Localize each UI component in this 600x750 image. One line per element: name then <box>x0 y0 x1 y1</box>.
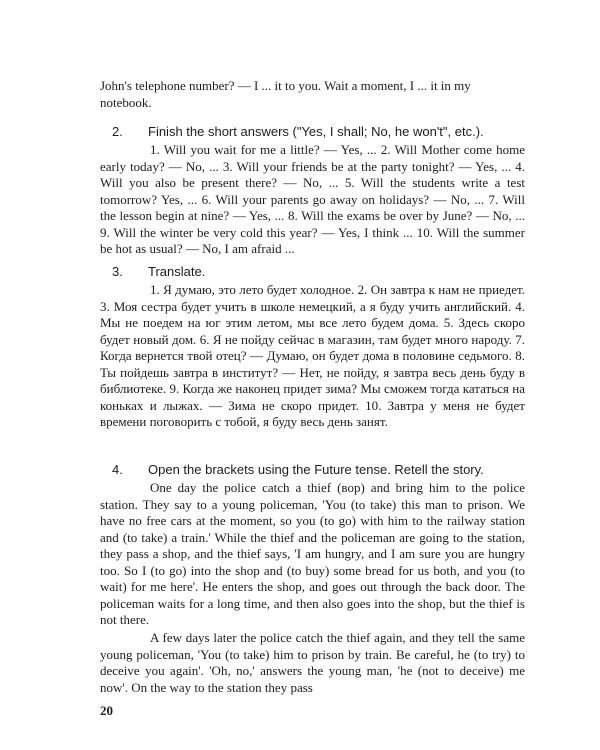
continuation-text <box>100 78 525 111</box>
exercise-4-heading <box>112 462 532 478</box>
exercise-3-number: 3. <box>112 264 123 279</box>
continuation-line: John's telephone number? — I ... it to you. Wait a moment, I ... it in my <box>100 78 471 93</box>
exercise-4-paragraph-1: One day the police catch a thief (вор) and bring him to the police station. They say to a young policeman, 'You (to take) this man to prison. We have no free cars at the moment, so you (to go) with him to the railway station and (to take) a train.' While the thief and the policeman are going to the station, they pass a shop, and the thief says, 'I am hungry, and I am sure you are hungry too. So I (to go) into the shop and (to buy) some bread for us both, and you (to wait) for me here'. He enters the shop, and goes out through the back door. The policeman waits for a long time, and then also goes into the shop, but the thief is not there. <box>100 480 525 627</box>
exercise-3-instruction: Translate. <box>148 264 206 279</box>
exercise-2-number: 2. <box>112 124 123 139</box>
exercise-2-text: 1. Will you wait for me a little? — Yes, ... 2. Will Mother come home early today? — No, ... 3. Will your friends be at the party tonight? — Yes, ... 4. Will you also be present there? — No, ... 5. Will the students write a test tomorrow? Yes, ... 6. Will your parents go away on holidays? — No, ... 7. Will the lesson begin at nine? — Yes, ... 8. Will the exams be over by June? — No, ... 9. Will the winter be very cold this year? — Yes, I think ... 10. Will the summer be hot as usual? — No, I am afraid ... <box>100 142 525 256</box>
exercise-3-text: 1. Я думаю, это лето будет холодное. 2. Он завтра к нам не приедет. 3. Моя сестра будет учить в школе немецкий, а я буду учить английский. 4. Мы не поедем на юг этим летом, мы все лето будем дома. 5. Здесь скоро будет новый дом. 6. Я не пойду сейчас в магазин, там будет много народу. 7. Когда вернется твой отец? — Думаю, он будет дома в половине седьмого. 8. Ты пойдешь завтра в институт? — Нет, не пойду, я завтра весь день буду в библиотеке. 9. Когда же наконец придет зима? Мы сможем тогда кататься на коньках и лыжах. — Зима не скоро придет. 10. Завтра у меня не будет времени поговорить с тобой, я буду весь день занят. <box>100 282 525 429</box>
exercise-2-instruction: Finish the short answers ("Yes, I shall; No, he won't", etc.). <box>148 124 484 139</box>
exercise-3-heading <box>112 264 532 280</box>
exercise-4-number: 4. <box>112 462 123 477</box>
continuation-line: notebook. <box>100 94 152 110</box>
exercise-4-instruction: Open the brackets using the Future tense. Retell the story. <box>148 462 484 477</box>
page-number: 20 <box>100 703 113 718</box>
exercise-2-heading <box>112 124 532 140</box>
exercise-4-paragraph-2: A few days later the police catch the thief again, and they tell the same young policeman, 'You (to take) him to prison by train. Be careful, he (to try) to deceive you again'. 'Oh, no,' answers the young man, 'he (not to deceive) me now'. On the way to the station they pass <box>100 630 525 695</box>
